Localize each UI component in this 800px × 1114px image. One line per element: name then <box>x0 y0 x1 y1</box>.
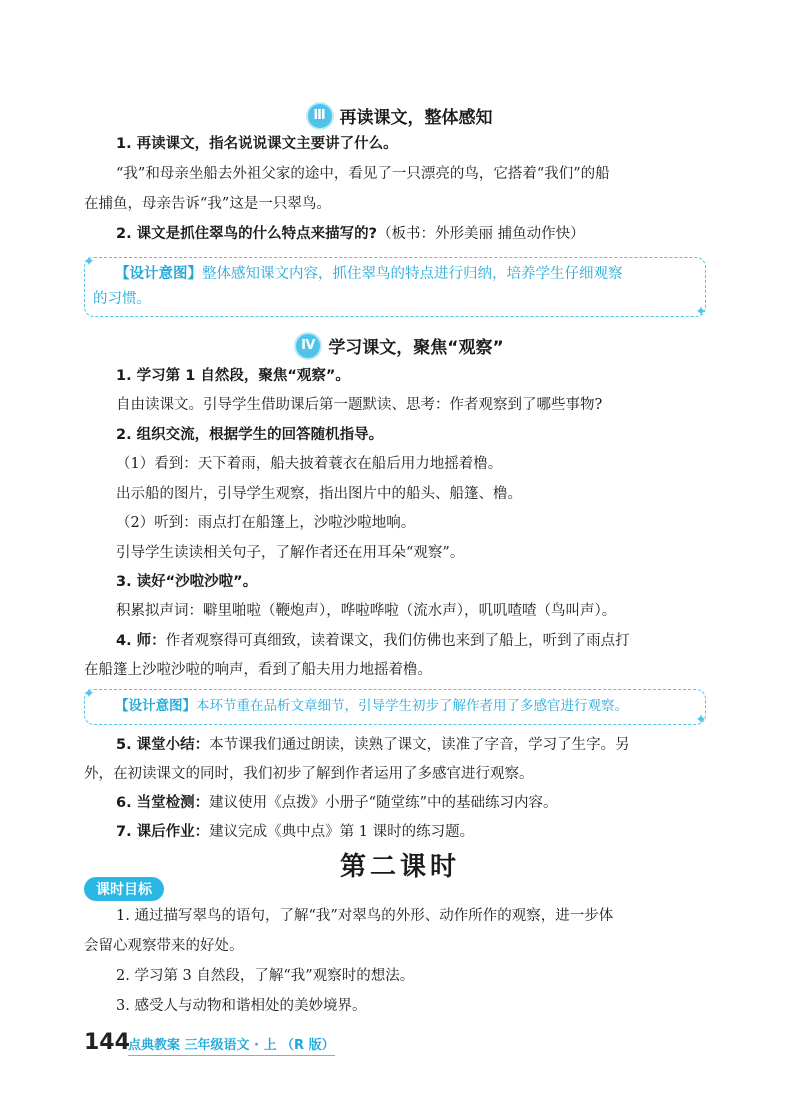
s4-see-text: 出示船的图片，引导学生观察，指出图片中的船头、船篷、橹。 <box>116 486 522 502</box>
s4-item-2: 2. 组织交流，根据学生的回答随机指导。 <box>116 427 384 443</box>
lesson-2-title: 第二课时 <box>339 852 460 882</box>
page-number: 144 <box>84 1030 130 1055</box>
s4-item-5 <box>116 735 716 755</box>
s4-hear-text: 引导学生读读相关句子，了解作者还在用耳朵“观察”。 <box>116 545 465 561</box>
design-intent-text: 本环节重在品析文章细节，引导学生初步了解作者用了多感官进行观察。 <box>196 698 628 714</box>
objective-1-line-2: 会留心观察带来的好处。 <box>84 938 244 954</box>
s4-item-7 <box>116 822 716 842</box>
s4-item-6-text: 建议使用《点拨》小册子“随堂练”中的基础练习内容。 <box>209 795 558 811</box>
s3-summary-line-1: “我”和母亲坐船去外祖父家的途中，看见了一只漂亮的鸟，它搭着“我们”的船 <box>116 166 610 182</box>
objective-3: 3. 感受人与动物和谐相处的美妙境界。 <box>116 998 367 1014</box>
design-intent-text: 整体感知课文内容，抓住翠鸟的特点进行归纳，培养学生仔细观察 <box>202 266 623 282</box>
design-intent-tag: 【设计意图】 <box>115 698 196 714</box>
s4-see: （1）看到：天下着雨，船夫披着蓑衣在船后用力地摇着橹。 <box>116 456 503 472</box>
objectives-label: 课时目标 <box>84 877 164 901</box>
corner-ornament-icon: ✦ <box>83 254 95 270</box>
s4-item-4 <box>116 631 716 651</box>
s4-item-5-line-2: 外，在初读课文的同时，我们初步了解到作者运用了多感官进行观察。 <box>84 766 534 782</box>
s4-item-1: 1. 学习第 1 自然段，聚焦“观察”。 <box>116 368 350 384</box>
s4-item-4-label: 4. 师： <box>116 633 166 649</box>
section-3-badge: Ⅲ <box>308 104 332 128</box>
objective-1: 1. 通过描写翠鸟的语句，了解“我”对翠鸟的外形、动作所作的观察，进一步体 <box>116 908 614 924</box>
s4-item-1-text: 自由读课文。引导学生借助课后第一题默读、思考：作者观察到了哪些事物? <box>116 397 603 413</box>
section-4-title: 学习课文，聚焦“观察” <box>328 338 504 358</box>
s4-item-7-label: 7. 课后作业： <box>116 824 210 840</box>
corner-ornament-icon: ✦ <box>695 304 707 320</box>
book-title: 点典教案 三年级语文 · 上 （R 版） <box>128 1034 335 1056</box>
s3-summary-line-2: 在捕鱼，母亲告诉“我”这是一只翠鸟。 <box>84 196 331 212</box>
section-4-badge: Ⅳ <box>296 334 320 358</box>
s4-item-6 <box>116 793 716 813</box>
s4-item-5-label: 5. 课堂小结： <box>116 737 210 753</box>
s4-hear: （2）听到：雨点打在船篷上，沙啦沙啦地响。 <box>116 515 416 531</box>
s3-item-2 <box>116 224 716 244</box>
s4-item-7-text: 建议完成《典中点》第 1 课时的练习题。 <box>209 824 475 840</box>
s4-item-3: 3. 读好“沙啦沙啦”。 <box>116 574 258 590</box>
s4-item-4-text: 作者观察得可真细致，读着课文，我们仿佛也来到了船上，听到了雨点打 <box>165 633 630 649</box>
design-intent-tag: 【设计意图】 <box>115 266 202 282</box>
objective-2: 2. 学习第 3 自然段，了解“我”观察时的想法。 <box>116 968 415 984</box>
design-intent-text-cont: 的习惯。 <box>93 291 151 307</box>
section-3-title: 再读课文，整体感知 <box>339 108 493 128</box>
s3-item-2-note: （板书：外形美丽 捕鱼动作快） <box>377 226 585 242</box>
section-4-heading <box>0 333 800 360</box>
s4-item-3-text: 积累拟声词：噼里啪啦（鞭炮声），哗啦哗啦（流水声），叽叽喳喳（鸟叫声）。 <box>116 603 617 619</box>
s4-item-6-label: 6. 当堂检测： <box>116 795 210 811</box>
corner-ornament-icon: ✦ <box>83 686 95 702</box>
design-intent-box-1 <box>83 254 707 320</box>
page-footer <box>84 1030 335 1055</box>
s4-item-5-text: 本节课我们通过朗读，读熟了课文，读准了字音，学习了生字。另 <box>209 737 630 753</box>
s4-item-4-line-2: 在船篷上沙啦沙啦的响声，看到了船夫用力地摇着橹。 <box>84 662 432 678</box>
design-intent-box-2 <box>83 686 707 728</box>
corner-ornament-icon: ✦ <box>695 712 707 728</box>
s3-item-2-question: 2. 课文是抓住翠鸟的什么特点来描写的? <box>116 226 378 242</box>
section-3-heading <box>0 103 800 130</box>
s3-item-1: 1. 再读课文，指名说说课文主要讲了什么。 <box>116 136 398 152</box>
